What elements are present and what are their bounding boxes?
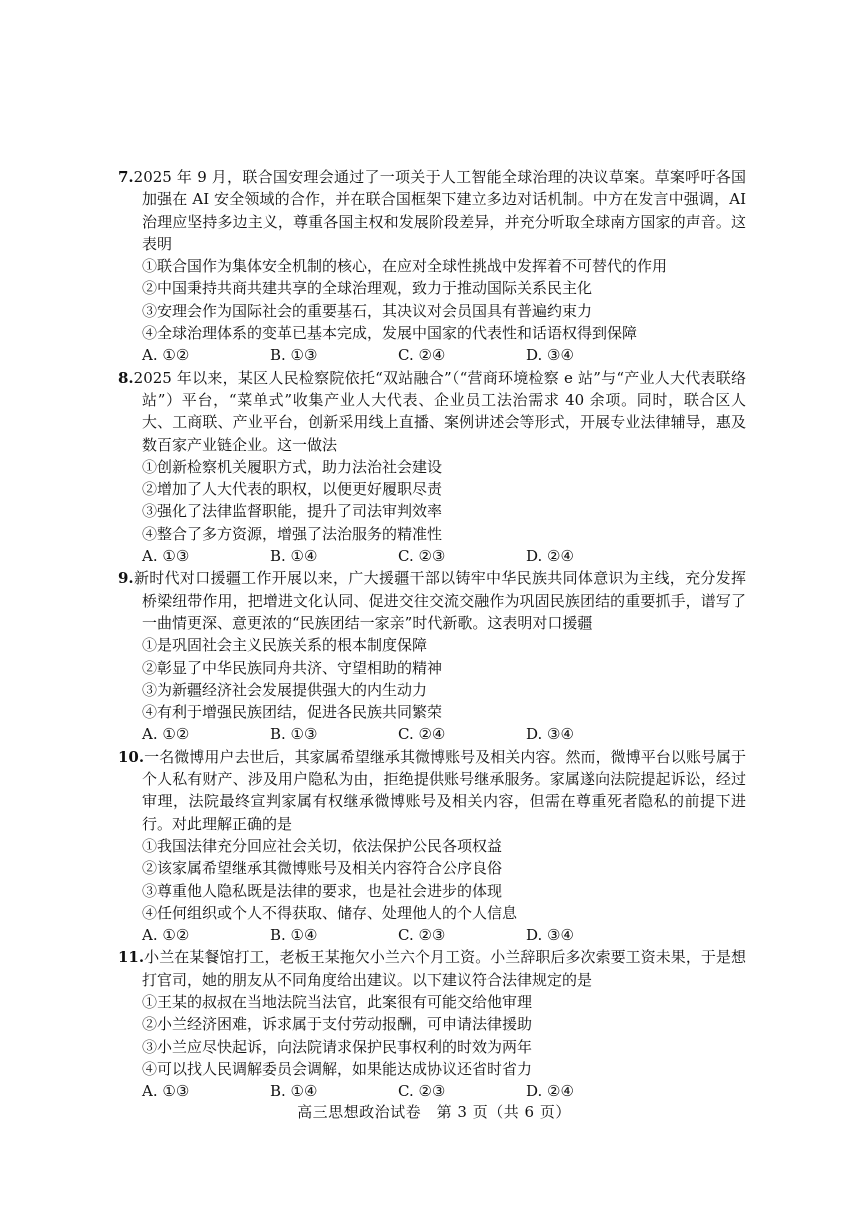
page-footer: 高三思想政治试卷 第 3 页（共 6 页） <box>297 1103 571 1121</box>
question-stem <box>118 166 746 255</box>
statement: ②中国秉持共商共建共享的全球治理观，致力于推动国际关系民主化 <box>142 279 593 298</box>
question-number: 9. <box>118 569 134 588</box>
statement: ①王某的叔叔在当地法院当法官，此案很有可能交给他审理 <box>142 992 533 1011</box>
option-b: B. ①④ <box>270 547 318 566</box>
statement: ①是巩固社会主义民族关系的根本制度保障 <box>142 636 428 655</box>
statement: ④整合了多方资源，增强了法治服务的精准性 <box>142 524 443 543</box>
question-text: 2025 年以来，某区人民检察院依托“双站融合”（“营商环境检察 e 站”与“产业人大代表联络站”）平台，“菜单式”收集产业人大代表、企业员工法治需求 40 余项。同时，联合区人大、工商联、产业平台，创新采用线上直播、案例讲述会等形式，开展专业法律辅导，惠及数百家产业链企业。这一做法 <box>133 368 746 454</box>
question-number: 10. <box>118 747 145 766</box>
option-b: B. ①④ <box>270 926 318 945</box>
statement: ②小兰经济困难，诉求属于支付劳动报酬，可申请法律援助 <box>142 1015 533 1034</box>
statement: ③小兰应尽快起诉，向法院请求保护民事权利的时效为两年 <box>142 1037 533 1056</box>
statement: ①联合国作为集体安全机制的核心，在应对全球性挑战中发挥着不可替代的作用 <box>142 257 668 276</box>
option-c: C. ②④ <box>398 725 446 744</box>
statement: ①创新检察机关履职方式，助力法治社会建设 <box>142 457 443 476</box>
option-c: C. ②③ <box>398 547 446 566</box>
statement: ②增加了人大代表的职权，以便更好履职尽责 <box>142 480 443 499</box>
question-8 <box>118 367 746 568</box>
option-b: B. ①③ <box>270 346 318 365</box>
option-a: A. ①② <box>142 725 190 744</box>
statement: ④任何组织或个人不得获取、储存、处理他人的个人信息 <box>142 903 518 922</box>
question-number: 8. <box>118 368 134 387</box>
question-7 <box>118 166 746 367</box>
statement: ②彰显了中华民族同舟共济、守望相助的精神 <box>142 658 443 677</box>
question-number: 11. <box>118 948 145 967</box>
question-text: 小兰在某餐馆打工，老板王某拖欠小兰六个月工资。小兰辞职后多次索要工资未果，于是想打官司，她的朋友从不同角度给出建议。以下建议符合法律规定的是 <box>142 948 746 989</box>
question-list <box>118 166 746 1102</box>
question-text: 新时代对口援疆工作开展以来，广大援疆干部以铸牢中华民族共同体意识为主线，充分发挥桥梁纽带作用，把增进文化认同、促进交往交流交融作为巩固民族团结的重要抓手，谱写了一曲情更深、意更浓的“民族团结一家亲”时代新歌。这表明对口援疆 <box>133 569 746 632</box>
statement: ①我国法律充分回应社会关切，依法保护公民各项权益 <box>142 836 503 855</box>
answer-options <box>118 545 746 567</box>
option-a: A. ①③ <box>142 1082 190 1101</box>
question-stem <box>118 567 746 634</box>
option-c: C. ②③ <box>398 1082 446 1101</box>
statement: ③尊重他人隐私既是法律的要求，也是社会进步的体现 <box>142 881 503 900</box>
statement: ②该家属希望继承其微博账号及相关内容符合公序良俗 <box>142 859 503 878</box>
answer-options <box>118 1080 746 1102</box>
question-stem <box>118 946 746 991</box>
option-d: D. ③④ <box>526 725 574 744</box>
option-b: B. ①④ <box>270 1082 318 1101</box>
answer-options <box>118 344 746 366</box>
question-stem <box>118 746 746 835</box>
question-9 <box>118 567 746 745</box>
option-d: D. ②④ <box>526 1082 574 1101</box>
answer-options <box>118 924 746 946</box>
option-a: A. ①② <box>142 926 190 945</box>
option-b: B. ①③ <box>270 725 318 744</box>
question-number: 7. <box>118 168 134 186</box>
option-c: C. ②③ <box>398 926 446 945</box>
statement: ③安理会作为国际社会的重要基石，其决议对会员国具有普遍约束力 <box>142 301 593 320</box>
question-text: 一名微博用户去世后，其家属希望继承其微博账号及相关内容。然而，微博平台以账号属于个人私有财产、涉及用户隐私为由，拒绝提供账号继承服务。家属遂向法院提起诉讼，经过审理，法院最终宣判家属有权继承微博账号及相关内容，但需在尊重死者隐私的前提下进行。对此理解正确的是 <box>142 747 746 833</box>
statement: ④有利于增强民族团结，促进各民族共同繁荣 <box>142 703 443 722</box>
statement: ④可以找人民调解委员会调解，如果能达成协议还省时省力 <box>142 1059 533 1078</box>
option-c: C. ②④ <box>398 346 446 365</box>
question-10 <box>118 746 746 947</box>
option-d: D. ②④ <box>526 547 574 566</box>
option-a: A. ①③ <box>142 547 190 566</box>
option-d: D. ③④ <box>526 926 574 945</box>
option-d: D. ③④ <box>526 346 574 365</box>
question-text: 2025 年 9 月，联合国安理会通过了一项关于人工智能全球治理的决议草案。草案呼吁各国加强在 AI 安全领域的合作，并在联合国框架下建立多边对话机制。中方在发言中强调，AI 治理应坚持多边主义，尊重各国主权和发展阶段差异，并充分听取全球南方国家的声音。这表明 <box>133 168 746 253</box>
option-a: A. ①② <box>142 346 190 365</box>
question-stem <box>118 367 746 456</box>
question-11 <box>118 946 746 1102</box>
statement: ③为新疆经济社会发展提供强大的内生动力 <box>142 680 428 699</box>
answer-options <box>118 723 746 745</box>
statement: ④全球治理体系的变革已基本完成，发展中国家的代表性和话语权得到保障 <box>142 324 638 343</box>
statement: ③强化了法律监督职能，提升了司法审判效率 <box>142 502 443 521</box>
